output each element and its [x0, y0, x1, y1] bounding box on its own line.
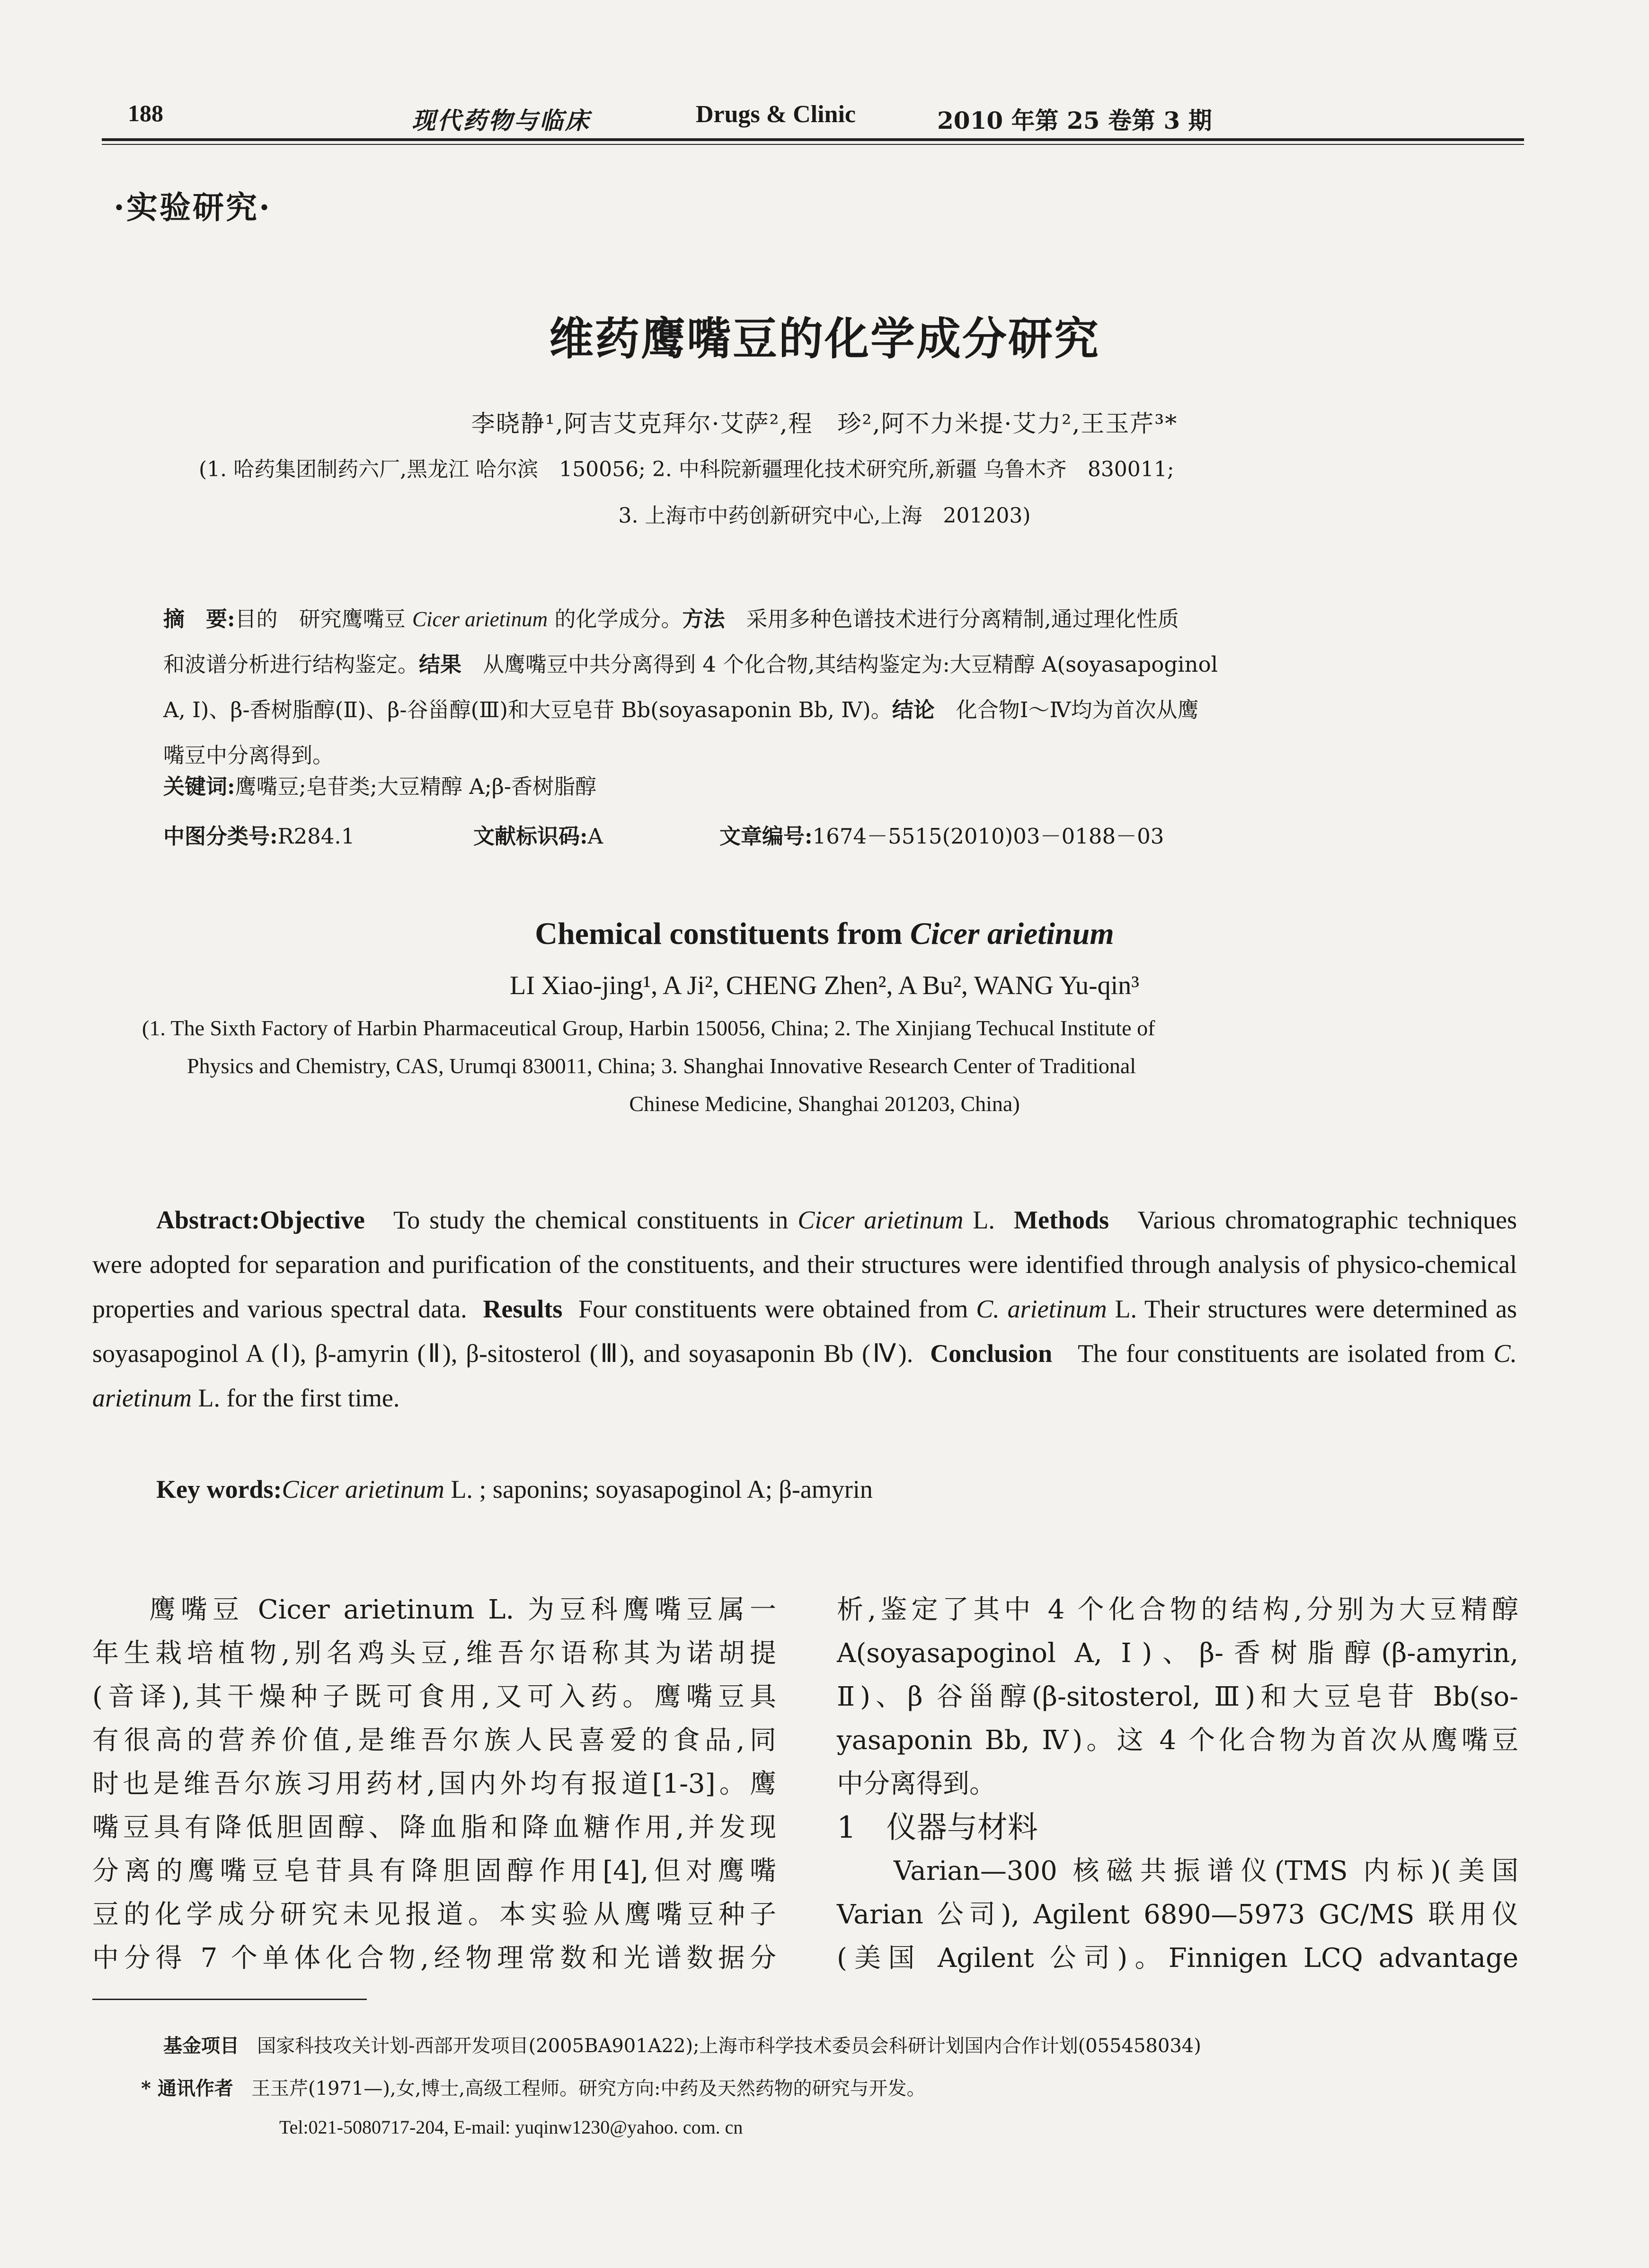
abstract-cn-keyword: 结论 — [892, 697, 935, 722]
species-name: Cicer arietinum — [798, 1206, 964, 1234]
section-label: ·实验研究· — [114, 189, 272, 226]
keywords-en-label: Key words: — [156, 1475, 282, 1503]
header-rule-thick — [102, 138, 1524, 141]
affiliations-en-3: Chinese Medicine, Shanghai 201203, China) — [629, 1092, 1020, 1116]
species-name: C. arietinum — [976, 1295, 1107, 1323]
abstract-en-keyword: Results — [483, 1295, 563, 1323]
abstract-en-keyword: Objective — [259, 1206, 365, 1234]
abstract-cn-text: 从鹰嘴豆中共分离得到 4 个化合物,其结构鉴定为:大豆精醇 A(soyasapoginol — [461, 652, 1218, 677]
body-left-column — [92, 1588, 776, 1980]
journal-issue: 2010 年第 25 卷第 3 期 — [937, 107, 1212, 134]
abstract-cn-keyword: 结果 — [419, 652, 462, 677]
body-right-column — [837, 1588, 1518, 1980]
abstract-en-keyword: Conclusion — [930, 1339, 1053, 1368]
abstract-en-text: L. for the first time. — [192, 1384, 400, 1412]
affiliations-cn-1: (1. 哈药集团制药六厂,黑龙江 哈尔滨 150056; 2. 中科院新疆理化技术研究所,新疆 乌鲁木齐 830011; — [199, 457, 1174, 481]
abstract-en-text: Four constituents were obtained from — [578, 1295, 976, 1323]
species-name: Cicer arietinum — [412, 607, 548, 631]
affiliations-cn-2: 3. 上海市中药创新研究中心,上海 201203) — [618, 504, 1031, 528]
body-line: Ⅱ)、β 谷甾醇(β-sitosterol, Ⅲ)和大豆皂苷 Bb(so- — [837, 1681, 1518, 1712]
abstract-en-text: To study the chemical constituents in — [393, 1206, 798, 1234]
journal-title-en: Drugs & Clinic — [696, 101, 856, 128]
body-line: 析,鉴定了其中 4 个化合物的结构,分别为大豆精醇 — [837, 1594, 1518, 1625]
body-line: 年生栽培植物,别名鸡头豆,维吾尔语称其为诺胡提 — [92, 1638, 776, 1669]
body-line: 有很高的营养价值,是维吾尔族人民喜爱的食品,同 — [92, 1725, 776, 1756]
corresponding-text: 王玉芹(1971—),女,博士,高级工程师。研究方向:中药及天然药物的研究与开发。 — [251, 2078, 926, 2099]
page-number: 188 — [128, 100, 163, 126]
classification-line — [163, 819, 355, 850]
body-line: Varian—300 核磁共振谱仪(TMS 内标)(美国 — [894, 1856, 1518, 1886]
body-line: 嘴豆具有降低胆固醇、降血脂和降血糖作用,并发现 — [92, 1812, 776, 1843]
abstract-cn-keyword: 方法 — [682, 606, 725, 631]
abstract-cn-text: 嘴豆中分离得到。 — [163, 743, 334, 768]
doc-code-value: A — [587, 824, 603, 849]
keywords-en-text: L. ; saponins; soyasapoginol A; β-amyrin — [444, 1475, 873, 1503]
section-heading: 1 仪器与材料 — [837, 1810, 1038, 1845]
doc-code-label: 文献标识码: — [473, 824, 588, 849]
abstract-cn-text: 目的 研究鹰嘴豆 — [235, 606, 412, 631]
body-line: (音译),其干燥种子既可食用,又可入药。鹰嘴豆具 — [92, 1681, 776, 1712]
abstract-cn-text: 的化学成分。 — [548, 606, 683, 631]
abstract-en-label: Abstract: — [156, 1206, 260, 1234]
clc-label: 中图分类号: — [163, 824, 278, 849]
body-line: 中分得 7 个单体化合物,经物理常数和光谱数据分 — [92, 1943, 776, 1974]
species-name: C. arietinum — [92, 1339, 1517, 1412]
corresponding-label: * 通讯作者 — [141, 2077, 233, 2099]
abstract-en-text: L. — [963, 1206, 995, 1234]
body-line: A(soyasapoginol A, Ⅰ)、β-香树脂醇(β-amyrin, — [837, 1638, 1518, 1669]
title-en-species: Cicer arietinum — [910, 916, 1114, 951]
abstract-en-keyword: Methods — [1014, 1206, 1109, 1234]
authors-en: LI Xiao-jing¹, A Ji², CHENG Zhen², A Bu², WANG Yu-qin³ — [510, 971, 1139, 1000]
title-en-text: Chemical constituents from — [535, 916, 910, 951]
body-line: (美国 Agilent 公司)。Finnigen LCQ advantage — [837, 1943, 1518, 1974]
footnote-fund — [163, 2031, 1201, 2058]
species-name: Cicer arietinum — [282, 1475, 444, 1503]
footnote-corresponding — [141, 2073, 926, 2100]
keywords-cn — [163, 769, 596, 800]
abstract-cn-text: 化合物Ⅰ～Ⅳ均为首次从鹰 — [934, 697, 1199, 722]
footnote-contact: Tel:021-5080717-204, E-mail: yuqinw1230@yahoo. com. cn — [279, 2117, 743, 2138]
clc-value: R284.1 — [277, 824, 355, 849]
body-line: 豆的化学成分研究未见报道。本实验从鹰嘴豆种子 — [92, 1899, 776, 1930]
abstract-cn-label: 摘 要: — [163, 606, 235, 631]
journal-title-cn: 现代药物与临床 — [412, 107, 591, 134]
body-line: 鹰嘴豆 Cicer arietinum L. 为豆科鹰嘴豆属一 — [149, 1594, 776, 1625]
body-line: Varian 公司), Agilent 6890—5973 GC/MS 联用仪 — [837, 1899, 1518, 1930]
fund-label: 基金项目 — [163, 2035, 239, 2057]
abstract-cn — [163, 596, 1493, 778]
keywords-en — [156, 1475, 873, 1504]
abstract-cn-text: A, Ⅰ)、β-香树脂醇(Ⅱ)、β-谷甾醇(Ⅲ)和大豆皂苷 Bb(soyasaponin Bb, Ⅳ)。 — [163, 697, 892, 722]
authors-cn: 李晓静¹,阿吉艾克拜尔·艾萨²,程 珍²,阿不力米提·艾力²,王玉芹³* — [471, 410, 1178, 437]
footnote-rule — [92, 1999, 367, 2000]
keywords-cn-text: 鹰嘴豆;皂苷类;大豆精醇 A;β-香树脂醇 — [235, 774, 597, 799]
abstract-en — [92, 1198, 1517, 1420]
header-rule-thin — [102, 144, 1524, 145]
body-line: 时也是维吾尔族习用药材,国内外均有报道[1-3]。鹰 — [92, 1769, 776, 1799]
abstract-en-text: The four constituents are isolated from — [1078, 1339, 1494, 1368]
abstract-en-text: L. Their structures were determined as soyasapoginol A (Ⅰ), β-amyrin (Ⅱ), β-sitosterol (Ⅲ), and soyasaponin Bb (Ⅳ). — [92, 1295, 1517, 1368]
doc-code — [473, 819, 603, 850]
affiliations-en-2: Physics and Chemistry, CAS, Urumqi 830011, China; 3. Shanghai Innovative Research Center of Traditional — [187, 1054, 1136, 1078]
abstract-en-text: Various chromatographic techniques were adopted for separation and purification of the constituents, and their structures were identified through analysis of physico-chemical properties and various spectral data. — [92, 1206, 1517, 1323]
body-line: 分离的鹰嘴豆皂苷具有降胆固醇作用[4],但对鹰嘴 — [92, 1856, 776, 1886]
article-number-label: 文章编号: — [719, 824, 813, 849]
article-number — [719, 819, 1164, 850]
paper-title-en — [0, 916, 1649, 952]
article-number-value: 1674－5515(2010)03－0188－03 — [812, 824, 1164, 849]
paper-title-cn: 维药鹰嘴豆的化学成分研究 — [549, 313, 1100, 365]
abstract-cn-text: 采用多种色谱技术进行分离精制,通过理化性质 — [725, 606, 1179, 631]
affiliations-en-1: (1. The Sixth Factory of Harbin Pharmaceutical Group, Harbin 150056, China; 2. The Xinjiang Techucal Institute of — [142, 1016, 1155, 1040]
body-line: yasaponin Bb, Ⅳ)。这 4 个化合物为首次从鹰嘴豆 — [837, 1725, 1518, 1756]
body-line: 中分离得到。 — [837, 1769, 996, 1799]
abstract-cn-text: 和波谱分析进行结构鉴定。 — [163, 652, 419, 677]
keywords-cn-label: 关键词: — [163, 774, 235, 799]
fund-text: 国家科技攻关计划-西部开发项目(2005BA901A22);上海市科学技术委员会科研计划国内合作计划(055458034) — [257, 2035, 1201, 2057]
